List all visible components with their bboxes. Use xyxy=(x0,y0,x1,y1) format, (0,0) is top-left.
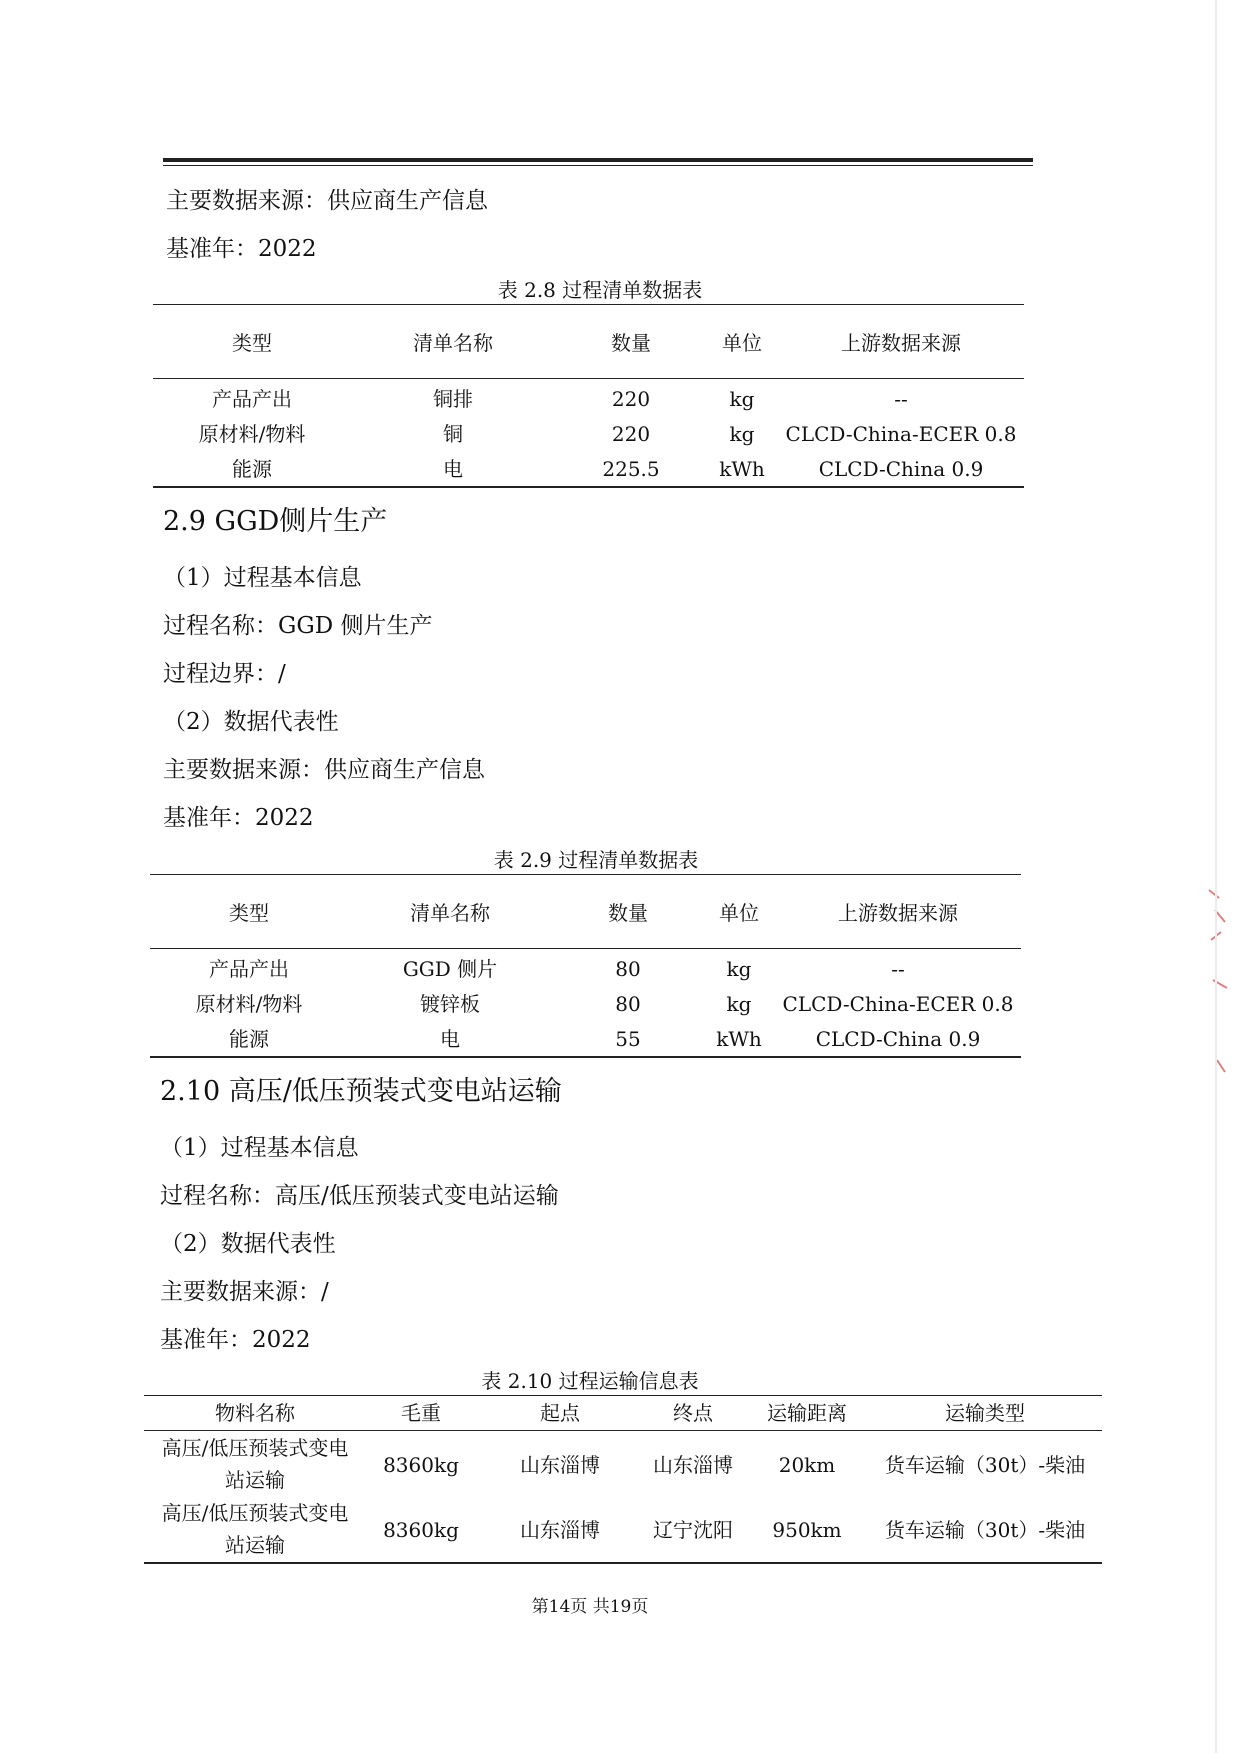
table-cell: kWh xyxy=(719,457,765,481)
section-heading: 2.10 高压/低压预装式变电站运输 xyxy=(160,1076,562,1107)
table-cell: 电 xyxy=(443,457,463,481)
subsection-title: （2）数据代表性 xyxy=(163,709,339,735)
table-header-cell: 上游数据来源 xyxy=(841,331,961,355)
table-cell: 80 xyxy=(615,957,641,981)
base-year-line: 基准年：2022 xyxy=(166,236,317,262)
stamp-fragment xyxy=(1205,880,1235,1080)
table-cell: 山东淄博 xyxy=(520,1518,600,1542)
table-cell: 80 xyxy=(615,992,641,1016)
table-header-cell: 运输距离 xyxy=(767,1401,847,1425)
table-rule-top xyxy=(150,874,1021,875)
table-cell: 山东淄博 xyxy=(520,1453,600,1477)
table-cell: 225.5 xyxy=(602,457,660,481)
table-header-cell: 单位 xyxy=(722,331,762,355)
page-edge-shadow xyxy=(1215,0,1217,1753)
table-rule-mid xyxy=(150,948,1021,949)
table-cell: kg xyxy=(726,992,752,1016)
table-cell: 220 xyxy=(611,422,651,446)
subsection-title: （1）过程基本信息 xyxy=(163,565,362,591)
table-cell: 950km xyxy=(772,1518,842,1542)
table-cell: CLCD-China 0.9 xyxy=(815,1027,981,1051)
table-cell: 铜排 xyxy=(433,387,473,411)
process-name-line: 过程名称：高压/低压预装式变电站运输 xyxy=(160,1183,559,1209)
table-cell: 电 xyxy=(440,1027,460,1051)
table-cell: 20km xyxy=(778,1453,836,1477)
data-source-line: 主要数据来源：供应商生产信息 xyxy=(166,188,488,214)
table-cell: CLCD-China-ECER 0.8 xyxy=(785,422,1017,446)
table-header-cell: 毛重 xyxy=(401,1401,441,1425)
table-caption: 表 2.8 过程清单数据表 xyxy=(497,278,703,302)
base-year-line: 基准年：2022 xyxy=(160,1327,311,1353)
table-header-cell: 终点 xyxy=(673,1401,713,1425)
table-cell: GGD 侧片 xyxy=(402,957,498,981)
table-cell: CLCD-China-ECER 0.8 xyxy=(782,992,1014,1016)
data-source-line: 主要数据来源：供应商生产信息 xyxy=(163,757,485,783)
table-rule-bottom xyxy=(144,1562,1102,1564)
data-source-line: 主要数据来源：/ xyxy=(160,1279,329,1305)
page-number: 第14页 共19页 xyxy=(531,1597,649,1617)
table-cell: 8360kg xyxy=(383,1518,459,1542)
table-cell: 高压/低压预装式变电站运输 xyxy=(161,1501,349,1557)
table-cell: -- xyxy=(891,957,905,981)
table-cell: kWh xyxy=(716,1027,762,1051)
table-cell: kg xyxy=(729,422,755,446)
table-header-cell: 数量 xyxy=(608,901,648,925)
table-header-cell: 单位 xyxy=(719,901,759,925)
table-header-cell: 上游数据来源 xyxy=(838,901,958,925)
table-rule-bottom xyxy=(153,486,1024,488)
table-caption: 表 2.9 过程清单数据表 xyxy=(493,848,699,872)
table-cell: kg xyxy=(729,387,755,411)
subsection-title: （2）数据代表性 xyxy=(160,1231,336,1257)
table-caption: 表 2.10 过程运输信息表 xyxy=(481,1369,699,1393)
table-header-cell: 起点 xyxy=(540,1401,580,1425)
table-cell: 高压/低压预装式变电站运输 xyxy=(161,1436,349,1492)
table-cell: 220 xyxy=(611,387,651,411)
table-cell: 能源 xyxy=(232,457,272,481)
table-cell: 55 xyxy=(615,1027,641,1051)
table-header-cell: 类型 xyxy=(229,901,269,925)
header-rule xyxy=(163,158,1033,162)
table-rule-top xyxy=(144,1395,1102,1396)
section-heading: 2.9 GGD侧片生产 xyxy=(163,506,388,537)
table-header-cell: 清单名称 xyxy=(410,901,490,925)
table-cell: 镀锌板 xyxy=(420,992,480,1016)
table-cell: 货车运输（30t）-柴油 xyxy=(884,1453,1086,1477)
table-cell: 原材料/物料 xyxy=(198,422,306,446)
process-name-line: 过程名称：GGD 侧片生产 xyxy=(163,613,433,639)
table-cell: 能源 xyxy=(229,1027,269,1051)
table-cell: -- xyxy=(894,387,908,411)
table-header-cell: 运输类型 xyxy=(945,1401,1025,1425)
table-cell: 产品产出 xyxy=(209,957,289,981)
table-cell: 山东淄博 xyxy=(653,1453,733,1477)
table-header-cell: 物料名称 xyxy=(215,1401,295,1425)
table-rule-bottom xyxy=(150,1056,1021,1058)
table-cell: 辽宁沈阳 xyxy=(653,1518,733,1542)
table-header-cell: 清单名称 xyxy=(413,331,493,355)
table-cell: 产品产出 xyxy=(212,387,292,411)
table-header-cell: 类型 xyxy=(232,331,272,355)
table-cell: 原材料/物料 xyxy=(195,992,303,1016)
header-rule-thin xyxy=(163,165,1033,166)
table-header-cell: 数量 xyxy=(611,331,651,355)
table-cell: 货车运输（30t）-柴油 xyxy=(884,1518,1086,1542)
base-year-line: 基准年：2022 xyxy=(163,805,314,831)
process-boundary-line: 过程边界：/ xyxy=(163,661,286,687)
table-cell: kg xyxy=(726,957,752,981)
table-cell: 铜 xyxy=(443,422,463,446)
subsection-title: （1）过程基本信息 xyxy=(160,1135,359,1161)
table-rule-top xyxy=(153,304,1024,305)
table-rule-mid xyxy=(153,378,1024,379)
table-cell: 8360kg xyxy=(383,1453,459,1477)
table-cell: CLCD-China 0.9 xyxy=(818,457,984,481)
table-rule-mid xyxy=(144,1430,1102,1431)
